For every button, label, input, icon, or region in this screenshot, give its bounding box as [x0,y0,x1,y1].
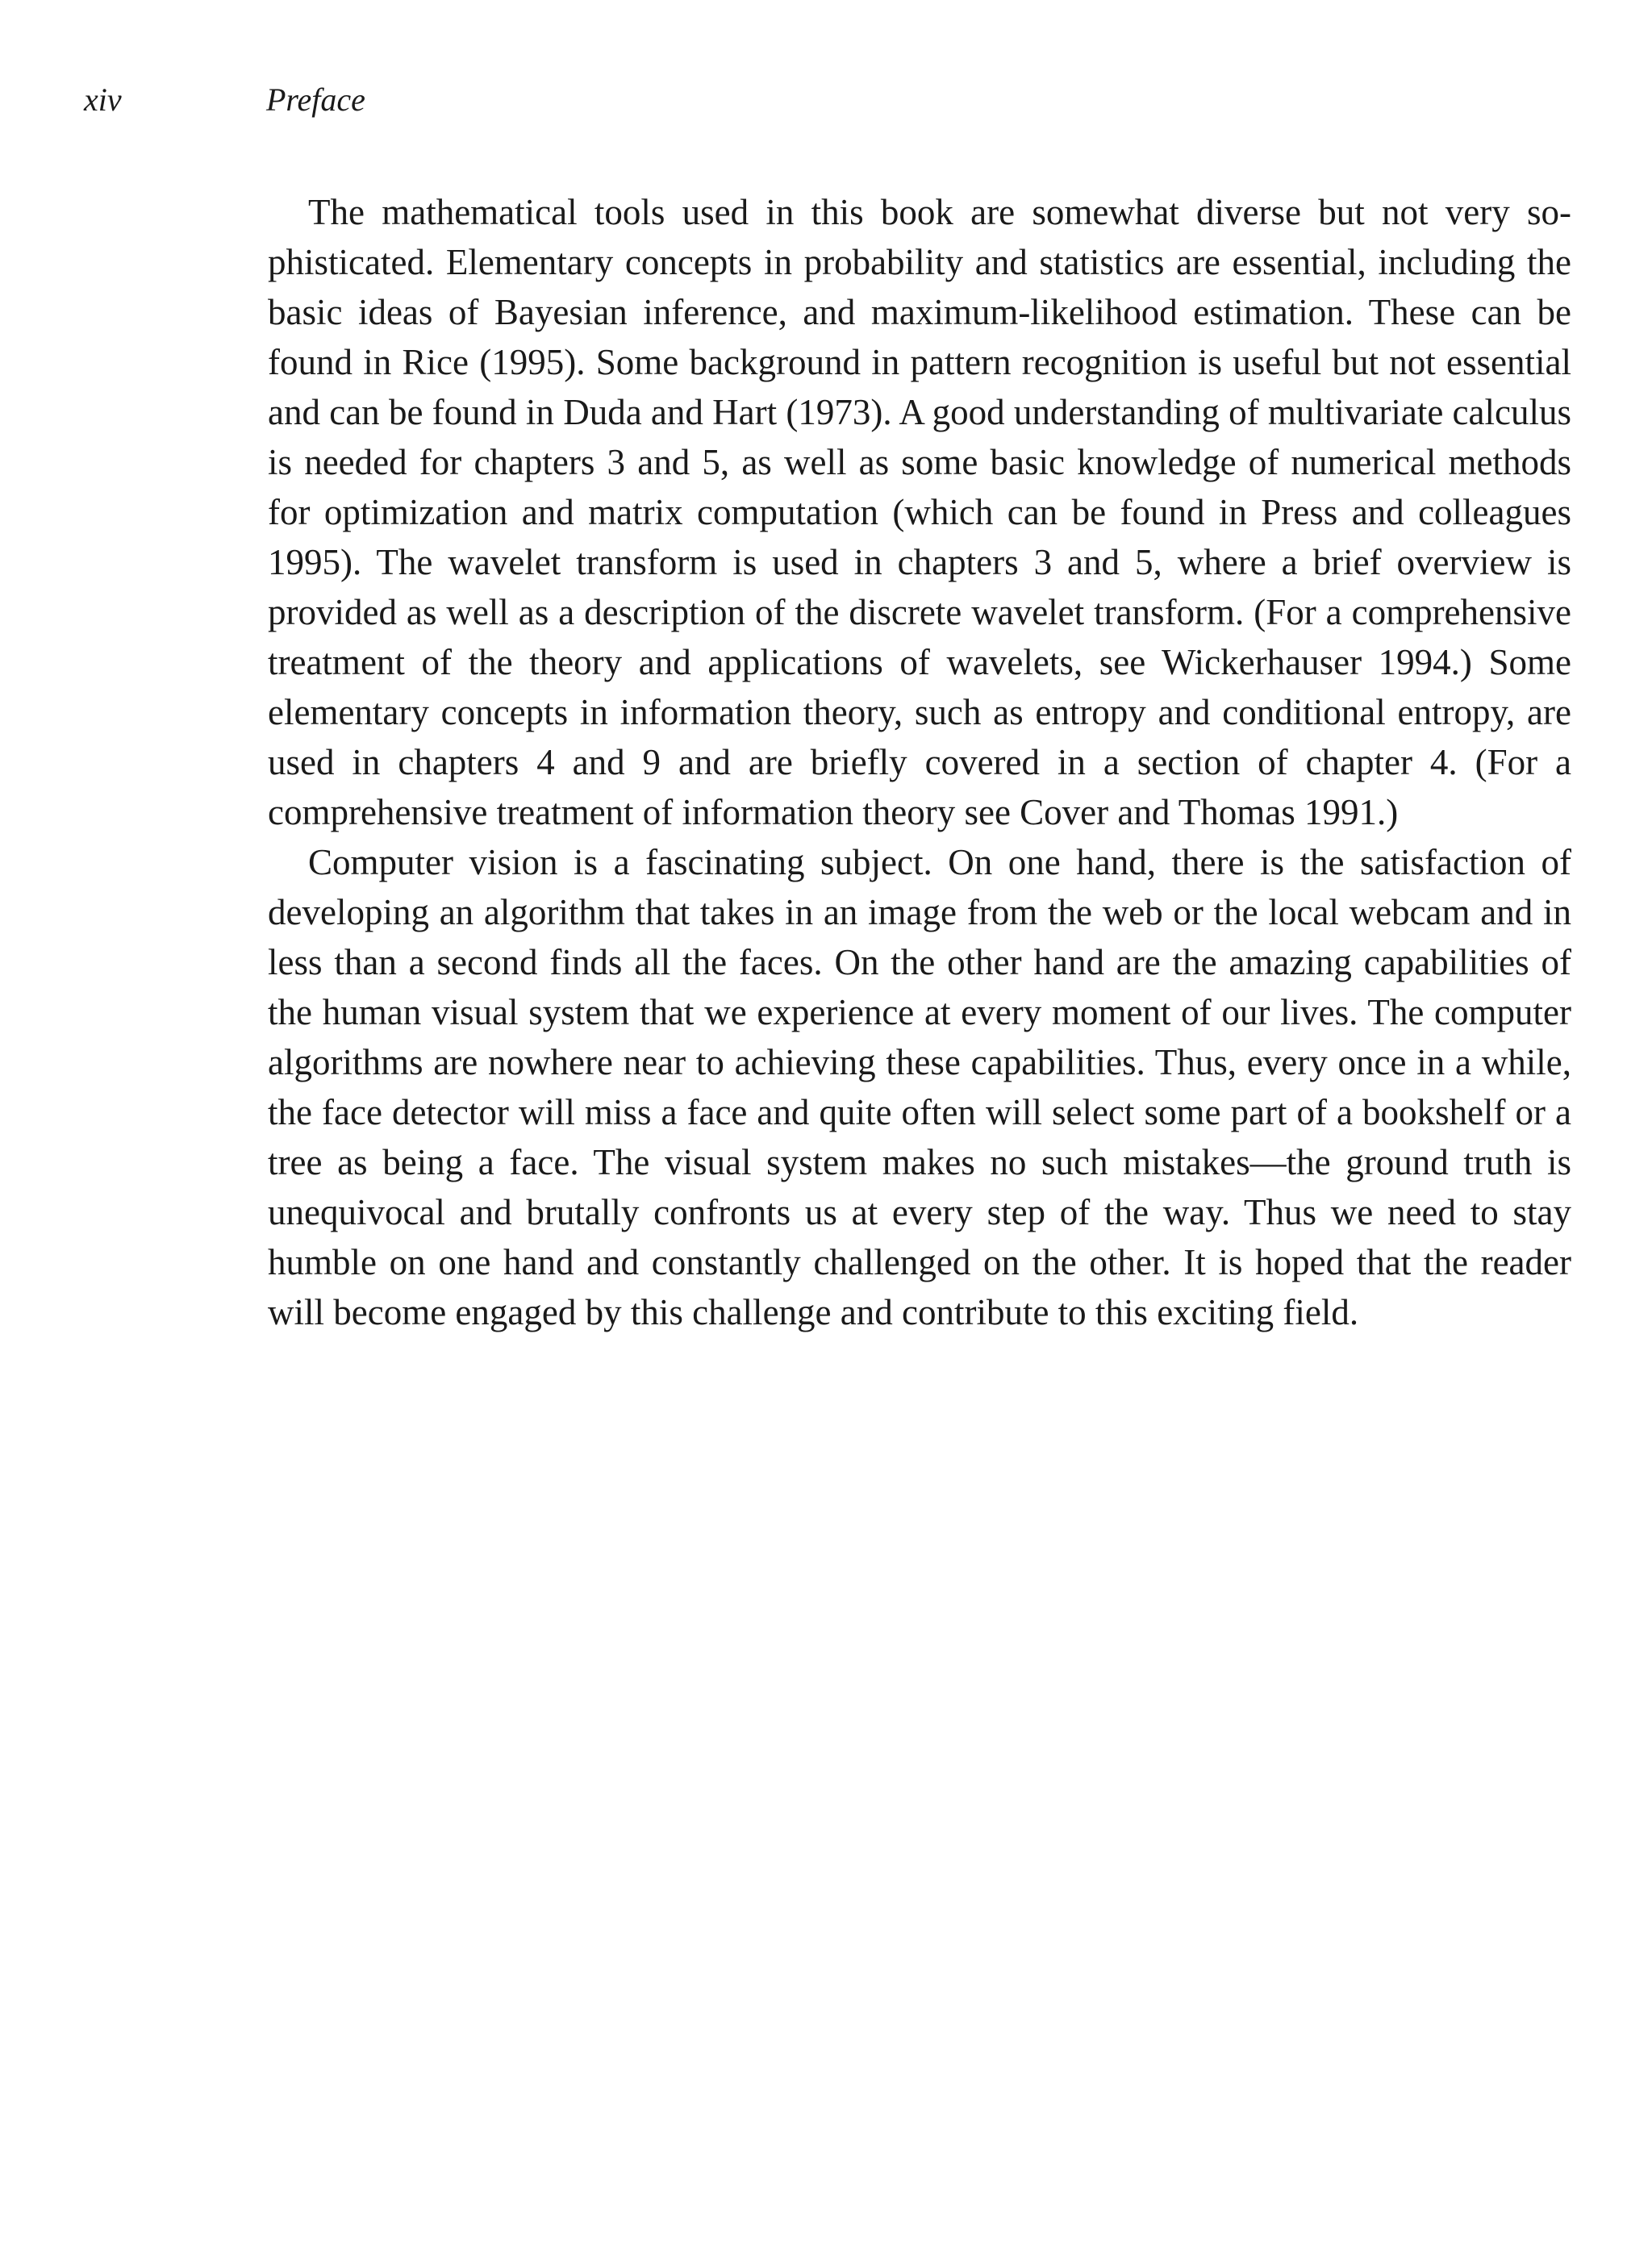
running-head-title: Preface [266,81,365,118]
body-text [268,187,1571,1337]
paragraph-1: The mathematical tools used in this book are somewhat diverse but not very sophisticated. Elementary concepts in probability and statistics are essential, including the basic ideas of Bayesian inference, and maximum-likelihood estimation. These can be found in Rice (1995). Some background in pattern recognition is useful but not essential and can be found in Duda and Hart (1973). A good understanding of multivariate calculus is needed for chapters 3 and 5, as well as some basic knowledge of numerical methods for optimization and matrix computation (which can be found in Press and colleagues 1995). The wavelet transform is used in chapters 3 and 5, where a brief overview is provided as well as a description of the discrete wavelet transform. (For a comprehensive treatment of the theory and applications of wavelets, see Wickerhauser 1994.) Some elementary concepts in information theory, such as entropy and conditional entropy, are used in chapters 4 and 9 and are briefly covered in a section of chapter 4. (For a comprehensive treatment of information theory see Cover and Thomas 1991.) [268,192,1571,832]
page-number: xiv [84,81,122,118]
running-head [0,77,1652,123]
paragraph-2: Computer vision is a fascinating subject. On one hand, there is the satisfaction of developing an algorithm that takes in an image from the web or the local webcam and in less than a second finds all the faces. On the other hand are the amazing capabilities of the human visual system that we experience at every moment of our lives. The computer algorithms are nowhere near to achieving these capabilities. Thus, every once in a while, the face detector will miss a face and quite often will select some part of a bookshelf or a tree as being a face. The visual system makes no such mistakes—the ground truth is unequivocal and brutally confronts us at every step of the way. Thus we need to stay humble on one hand and constantly challenged on the other. It is hoped that the reader will become engaged by this challenge and contribute to this exciting field. [268,842,1571,1332]
